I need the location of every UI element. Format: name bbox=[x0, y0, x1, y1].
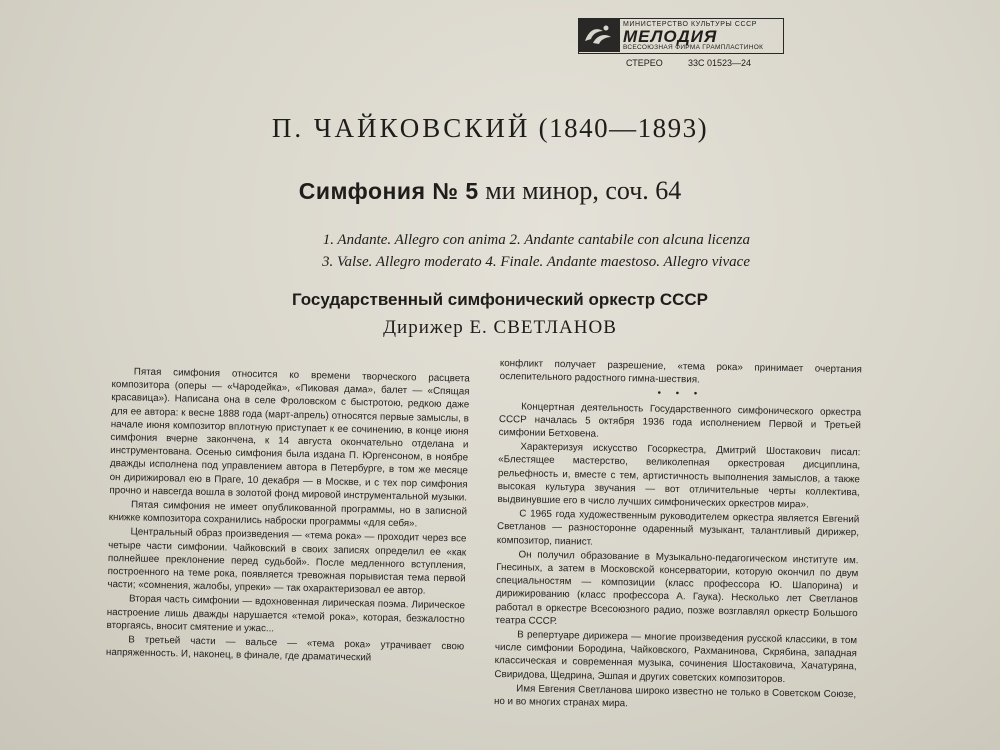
movements-list bbox=[210, 229, 750, 273]
paragraph: Вторая часть симфонии — вдохновенная лирическая поэма. Лирическое настроение лишь дважды нарушается «темой рока», которая, безжалостно вторгаясь, вносит смятение и ужас... bbox=[106, 593, 466, 635]
section-separator: • • • bbox=[657, 388, 704, 400]
paragraph: Концертная деятельность Государственного симфонического оркестра СССР началась 5 октября 1936 года исполнением Первой и Третьей симфонии Бетховена. bbox=[498, 400, 862, 440]
work-key: ми минор, соч. 64 bbox=[485, 176, 682, 205]
logo-firm-text: ВСЕСОЮЗНАЯ ФИРМА ГРАМПЛАСТИНОК bbox=[623, 44, 764, 51]
work-title bbox=[0, 176, 980, 206]
liner-notes-left-column bbox=[106, 365, 470, 668]
melodiya-emblem-icon bbox=[579, 19, 620, 52]
paragraph: В третьей части — вальсе — «тема рока» утрачивает свою напряженность. И, наконец, в финале, где драматический bbox=[105, 634, 465, 664]
melodiya-logo bbox=[578, 18, 784, 54]
paragraph: Пятая симфония относится ко времени творческого расцвета композитора (оперы — «Чародейка», «Пиковая дама», балет — «Спящая красавица»). Написана она в селе Фроловском с быстротою, редкою даже для ее автора: к весне 1888 года (март-апрель) относятся первые замыслы, в начале июня композитор вплотную приступает к ее сочинению, в конце июня симфония вчерне закончена, к 14 августа окончательно отделана и инструментована. Осенью симфония была издана П. Юргенсоном, в ноябре дважды исполнена под управлением автора в Петербурге, в том же месяце он дирижировал ею в Праге, 10 декабря — в Москве, и с тех пор симфония прочно и навсегда вошла в золотой фонд мировой инструментальной музыки. bbox=[109, 366, 470, 504]
stereo-label: СТЕРЕО bbox=[626, 58, 663, 68]
paragraph: Он получил образование в Музыкально-педагогическом институте им. Гнесиных, а затем в Московской консерватории, которую окончил по двум специальностям — композиции (класс профессора Ю. Шапорина) и дирижированию (класс профессора А. Гаука). Несколько лет Светланов работал в оркестре Всесоюзного радио, позже возглавлял оркестр Большого театра СССР. bbox=[495, 549, 859, 627]
paragraph: Пятая симфония не имеет опубликованной программы, но в записной книжке композитора сохранились наброски программы «для себя». bbox=[108, 499, 468, 530]
paragraph: Центральный образ произведения — «тема рока» — проходит через все четыре части симфонии. Чайковский в своих записях определил ее «как полнейшее преклонение перед судьбой». После медленного вступления, построенного на теме рока, появляется тревожная порывистая тема первой части; «сомнения, жалобы, упреки» — так охарактеризовал ее автор. bbox=[107, 526, 467, 597]
paragraph: Имя Евгения Светланова широко известно не только в Советском Союзе, но и во многих странах мира. bbox=[493, 683, 857, 710]
logo-ministry-text: МИНИСТЕРСТВО КУЛЬТУРЫ СССР bbox=[623, 21, 758, 28]
composer-years: (1840—1893) bbox=[538, 113, 709, 143]
logo-brand-text: МЕЛОДИЯ bbox=[623, 27, 718, 46]
paragraph: Характеризуя искусство Госоркестра, Дмитрий Шостакович писал: «Блестящее мастерство, великолепная оркестровая дисциплина, рельефность и, вместе с тем, артистичность выполнения замыслов, а также высокая культура звучания — вот отличительные черты коллектива, выдвинувшие его в число лучших симфонических оркестров мира». bbox=[497, 441, 861, 511]
catalog-number: 33С 01523—24 bbox=[688, 58, 752, 68]
paragraph-continuation: конфликт получает разрешение, «тема рока» принимает очертания ослепительного радостного гимна-шествия. bbox=[499, 357, 862, 386]
orchestra-name: Государственный симфонический оркестр СССР bbox=[291, 290, 709, 309]
work-name: Симфония № 5 bbox=[298, 178, 479, 204]
conductor-name: Дирижер Е. СВЕТЛАНОВ bbox=[383, 317, 617, 338]
paragraph: С 1965 года художественным руководителем оркестра является Евгений Светланов — разносторонне одаренный музыкант, талантливый дирижер, композитор, пианист. bbox=[496, 508, 860, 548]
composer-heading bbox=[0, 113, 980, 144]
movements-line: 3. Valse. Allegro moderato 4. Finale. Andante maestoso. Allegro vivace bbox=[322, 254, 750, 270]
liner-notes-right-column bbox=[494, 357, 862, 716]
movements-line: 1. Andante. Allegro con anima 2. Andante cantabile con alcuna licenza bbox=[322, 232, 750, 248]
composer-name: П. ЧАЙКОВСКИЙ bbox=[271, 113, 531, 143]
paragraph: В репертуаре дирижера — многие произведения русской классики, в том числе симфонии Бородина, Чайковского, Рахманинова, Скрябина, западная классическая и современная музыка, сочинения Шостаковича, Хачатуряна, Свиридова, Щедрина, Эшпая и других советских композиторов. bbox=[494, 629, 858, 685]
